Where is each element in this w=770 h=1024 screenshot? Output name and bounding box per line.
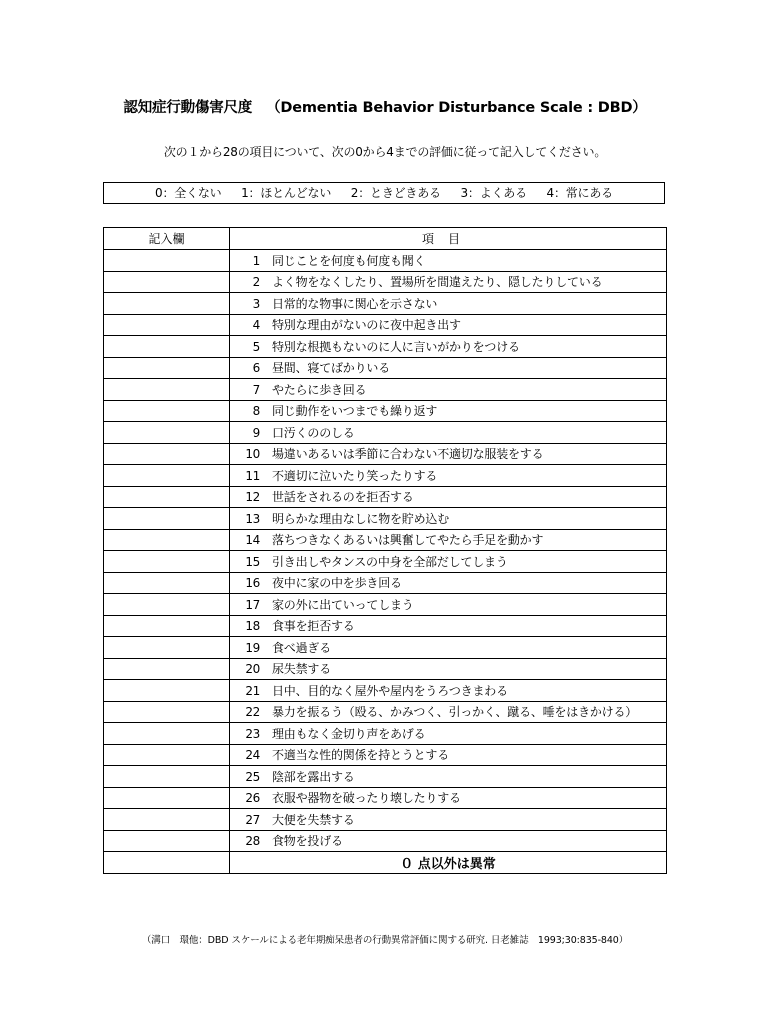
table-row [104,615,667,637]
entry-cell[interactable] [104,744,230,766]
table-row [104,422,667,444]
item-number: 28 [245,834,260,849]
item-number: 23 [245,726,260,741]
table-row [104,293,667,315]
item-cell [230,508,667,530]
header-item-column: 項目 [230,228,667,250]
item-text: 昼間、寝てばかりいる [272,361,391,376]
item-text: 理由もなく金切り声をあげる [272,726,426,741]
entry-cell[interactable] [104,250,230,272]
scale-3: 3：よくある [460,186,527,200]
item-text: 暴力を振るう（殴る、かみつく、引っかく、蹴る、唾をはきかける） [272,705,638,720]
item-cell [230,551,667,573]
item-number: 18 [245,619,260,634]
item-number: 14 [245,533,260,548]
entry-cell[interactable] [104,271,230,293]
item-text: 家の外に出ていってしまう [272,597,414,612]
item-text: 食事を拒否する [272,619,355,634]
item-text: よく物をなくしたり、置場所を間違えたり、隠したりしている [272,275,603,290]
item-number: 15 [245,554,260,569]
table-row [104,830,667,852]
item-cell [230,271,667,293]
item-number: 21 [245,683,260,698]
header-entry-column: 記入欄 [104,228,230,250]
item-cell [230,314,667,336]
item-text: 同じ動作をいつまでも繰り返す [272,404,438,419]
item-text: 特別な根拠もないのに人に言いがかりをつける [272,339,520,354]
item-text: 夜中に家の中を歩き回る [272,576,402,591]
table-row [104,314,667,336]
item-text: 明らかな理由なしに物を貯め込む [272,511,450,526]
item-cell [230,637,667,659]
table-row [104,508,667,530]
item-cell [230,336,667,358]
entry-cell[interactable] [104,443,230,465]
item-text: 落ちつきなくあるいは興奮してやたら手足を動かす [272,533,544,548]
item-number: 13 [245,511,260,526]
entry-cell[interactable] [104,486,230,508]
table-row [104,680,667,702]
item-cell [230,680,667,702]
entry-cell[interactable] [104,809,230,831]
table-row [104,723,667,745]
entry-cell[interactable] [104,336,230,358]
citation: （溝口 環他：DBD スケールによる老年期痴呆患者の行動異常評価に関する研究. 日老雑誌 1993;30:835-840） [141,935,629,946]
item-number: 12 [245,490,260,505]
entry-cell[interactable] [104,787,230,809]
entry-cell[interactable] [104,723,230,745]
item-text: 同じことを何度も何度も聞く [272,253,426,268]
item-text: やたらに歩き回る [272,382,367,397]
item-cell [230,744,667,766]
item-number: 7 [252,382,260,397]
entry-cell[interactable] [104,379,230,401]
entry-cell[interactable] [104,594,230,616]
entry-cell[interactable] [104,422,230,444]
entry-cell[interactable] [104,637,230,659]
entry-cell[interactable] [104,615,230,637]
entry-cell[interactable] [104,465,230,487]
item-number: 24 [245,748,260,763]
table-footer-row [104,852,667,874]
table-row [104,594,667,616]
table-row [104,637,667,659]
table-row [104,766,667,788]
item-number: 19 [245,640,260,655]
table-row [104,701,667,723]
item-text: 特別な理由がないのに夜中起き出す [272,318,461,333]
item-number: 10 [245,447,260,462]
item-cell [230,658,667,680]
item-number: 25 [245,769,260,784]
table-row [104,250,667,272]
table-row [104,465,667,487]
item-number: 22 [245,705,260,720]
instruction-text: 次の１から28の項目について、次の0から4までの評価に従って記入してください。 [163,145,607,159]
item-number: 6 [252,361,260,376]
item-cell [230,830,667,852]
item-text: 世話をされるのを拒否する [272,490,414,505]
table-row [104,787,667,809]
table-row [104,744,667,766]
item-text: 大便を失禁する [272,812,355,827]
entry-cell[interactable] [104,293,230,315]
item-text: 衣服や器物を破ったり壊したりする [272,791,461,806]
table-row [104,486,667,508]
table-row [104,336,667,358]
table-row [104,443,667,465]
entry-cell[interactable] [104,357,230,379]
scale-2: 2：ときどきある [350,186,441,200]
item-cell [230,572,667,594]
table-row [104,357,667,379]
scale-4: 4：常にある [546,186,613,200]
abnormal-note: ０ 点以外は異常 [230,852,667,874]
item-cell [230,379,667,401]
item-number: 26 [245,791,260,806]
entry-cell[interactable] [104,572,230,594]
item-text: 陰部を露出する [272,769,355,784]
table-row [104,809,667,831]
item-cell [230,529,667,551]
table-header-row [104,228,667,250]
item-number: 2 [252,275,260,290]
table-row [104,658,667,680]
item-cell [230,766,667,788]
item-cell [230,357,667,379]
item-text: 食べ過ぎる [272,640,332,655]
entry-cell[interactable] [104,680,230,702]
entry-cell[interactable] [104,508,230,530]
item-number: 11 [245,468,260,483]
item-number: 8 [252,404,260,419]
item-number: 4 [252,318,260,333]
item-cell [230,443,667,465]
title-english: （Dementia Behavior Disturbance Scale : DBD） [266,100,647,116]
item-number: 9 [252,425,260,440]
table-row [104,400,667,422]
page-title [0,96,770,117]
entry-cell[interactable] [104,551,230,573]
table-row [104,551,667,573]
title-japanese: 認知症行動傷害尺度 [123,100,253,116]
table-row [104,271,667,293]
entry-cell[interactable] [104,830,230,852]
scale-0: 0：全くない [155,186,222,200]
entry-cell[interactable] [104,400,230,422]
table-row [104,529,667,551]
item-cell [230,809,667,831]
item-number: 17 [245,597,260,612]
item-number: 1 [252,253,260,268]
item-cell [230,723,667,745]
item-text: 口汚くののしる [272,425,355,440]
item-text: 食物を投げる [272,834,343,849]
item-cell [230,293,667,315]
item-cell [230,400,667,422]
item-cell [230,701,667,723]
table-row [104,572,667,594]
item-cell [230,787,667,809]
item-text: 不適当な性的関係を持とうとする [272,748,450,763]
scale-1: 1：ほとんどない [241,186,332,200]
item-cell [230,250,667,272]
footer-entry-cell[interactable] [104,852,230,874]
item-text: 引き出しやタンスの中身を全部だしてしまう [272,554,508,569]
item-text: 場違いあるいは季節に合わない不適切な服装をする [272,447,544,462]
item-cell [230,486,667,508]
item-text: 不適切に泣いたり笑ったりする [272,468,438,483]
item-number: 16 [245,576,260,591]
item-text: 尿失禁する [272,662,332,677]
table-row [104,379,667,401]
rating-scale-legend [103,182,665,204]
item-cell [230,594,667,616]
entry-cell[interactable] [104,658,230,680]
item-cell [230,615,667,637]
entry-cell[interactable] [104,766,230,788]
entry-cell[interactable] [104,529,230,551]
item-number: 5 [252,339,260,354]
entry-cell[interactable] [104,701,230,723]
item-number: 20 [245,662,260,677]
item-cell [230,465,667,487]
dbd-table [103,227,667,874]
item-number: 27 [245,812,260,827]
item-cell [230,422,667,444]
entry-cell[interactable] [104,314,230,336]
item-text: 日常的な物事に関心を示さない [272,296,438,311]
item-text: 日中、目的なく屋外や屋内をうろつきまわる [272,683,508,698]
item-number: 3 [252,296,260,311]
